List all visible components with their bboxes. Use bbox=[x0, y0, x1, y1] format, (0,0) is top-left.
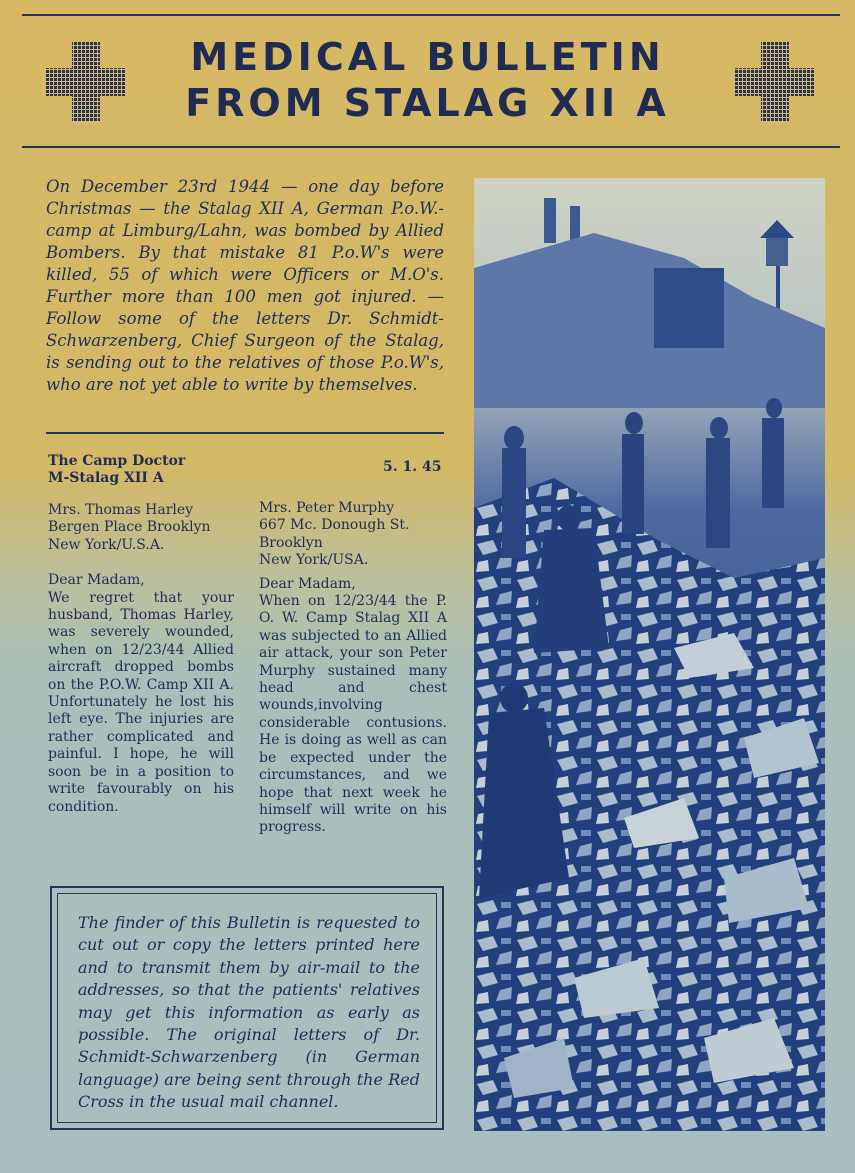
letter-harley bbox=[48, 502, 234, 816]
address-line: Mrs. Thomas Harley bbox=[48, 502, 194, 518]
letter-murphy bbox=[259, 500, 447, 837]
title-line-1: MEDICAL BULLETIN bbox=[190, 35, 665, 79]
finder-notice-box bbox=[50, 886, 444, 1130]
intro-paragraph: On December 23rd 1944 — one day before Christmas — the Stalag XII A, German P.o.W.-camp at Limburg/Lahn, was bombed by Allied Bombers. By that mistake 81 P.o.W's were killed, 55 of which were Officers or M.O's. Further more than 100 men got injured. — Follow some of the letters Dr. Schmidt-Schwarzenberg, Chief Surgeon of the Stalag, is sending out to the relatives of those P.o.W's, who are not yet able to write by themselves. bbox=[46, 177, 444, 394]
address-line: Bergen Place Brooklyn bbox=[48, 519, 211, 536]
recipient-address bbox=[48, 502, 234, 554]
recipient-address bbox=[259, 500, 447, 570]
bulletin-title bbox=[145, 34, 710, 126]
letter-body: We regret that your husband, Thomas Harley, was severely wounded, when on 12/23/44 Allied aircraft dropped bombs on the P.O.W. Camp XII A. Unfortunately he lost his left eye. The injuries are rather complicated and painful. I hope, he will soon be in a position to write favourably on his condition. bbox=[48, 589, 234, 815]
header-bottom-rule bbox=[22, 146, 840, 148]
address-line: Mrs. Peter Murphy bbox=[259, 500, 395, 516]
sender-line-1: The Camp Doctor bbox=[48, 453, 186, 469]
address-line: 667 Mc. Donough St. bbox=[259, 517, 410, 534]
address-line: New York/USA. bbox=[259, 552, 369, 569]
sender-line-2: M-Stalag XII A bbox=[48, 470, 164, 486]
title-line-2: FROM STALAG XII A bbox=[185, 81, 670, 125]
address-line: New York/U.S.A. bbox=[48, 536, 165, 553]
bombed-camp-photo bbox=[474, 178, 825, 1131]
red-cross-icon-right bbox=[735, 42, 815, 122]
section-divider bbox=[46, 432, 444, 434]
salutation: Dear Madam, bbox=[259, 575, 356, 592]
red-cross-icon-left bbox=[46, 42, 126, 122]
sender-block bbox=[48, 453, 185, 487]
finder-notice-text: The finder of this Bulletin is requested to cut out or copy the letters printed here and to transmit them by air-mail to the addresses, so that the patients' relatives may get this information as early as possible. The original letters of Dr. Schmidt-Schwarzenberg (in German language) are being sent through the Red Cross in the usual mail channel. bbox=[57, 893, 437, 1123]
letter-date: 5. 1. 45 bbox=[383, 459, 442, 475]
address-line: Brooklyn bbox=[259, 534, 323, 551]
salutation: Dear Madam, bbox=[48, 572, 145, 589]
top-rule bbox=[22, 14, 840, 16]
letter-body: When on 12/23/44 the P. O. W. Camp Stalag XII A was subjected to an Allied air attack, your son Peter Murphy sustained many head and chest wounds,involving considerable contusions. He is doing as well as can be expected under the circumstances, and we hope that next week he himself will write on his progress. bbox=[259, 593, 447, 836]
